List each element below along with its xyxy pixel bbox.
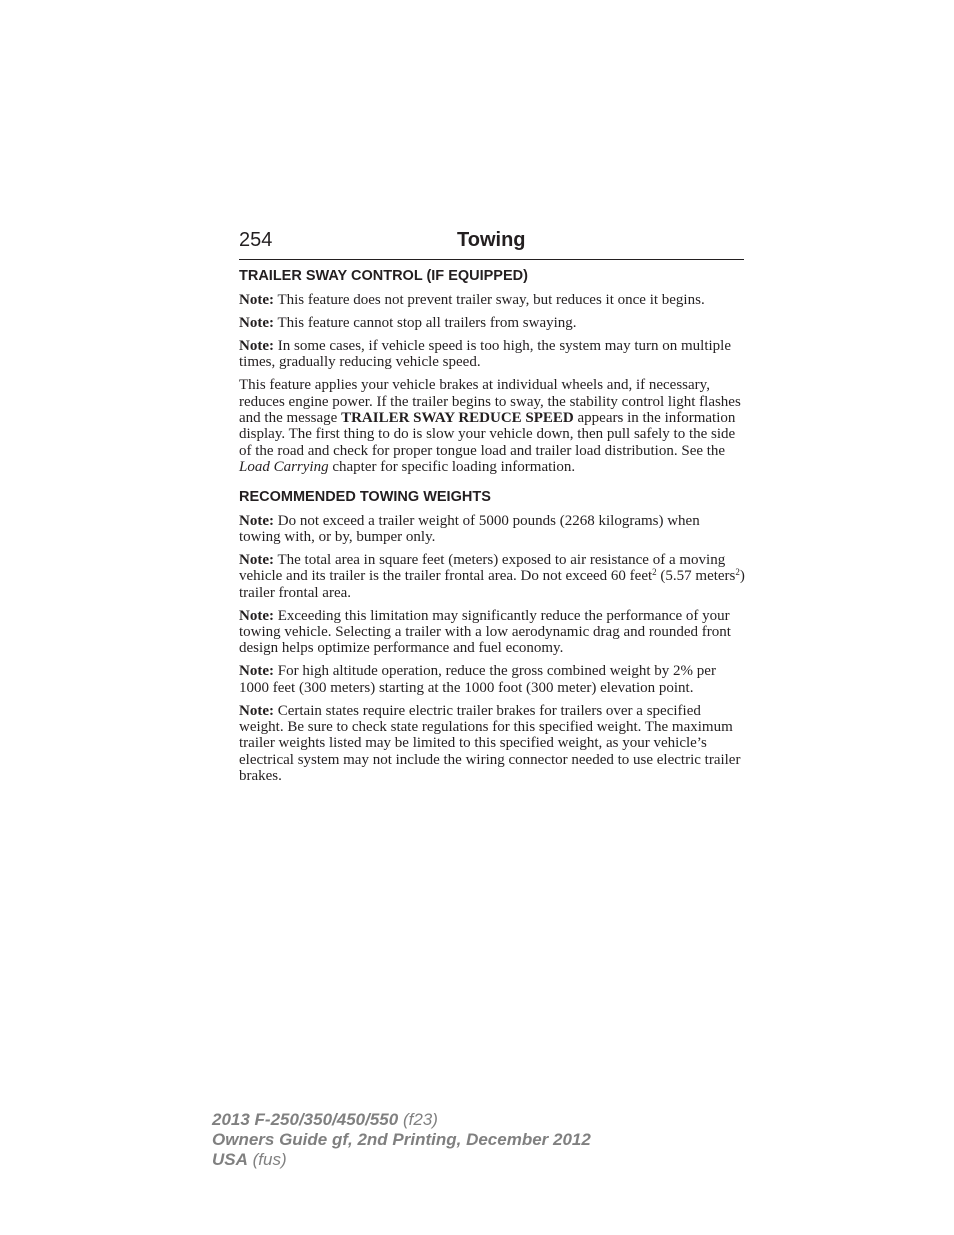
chapter-title: Towing bbox=[457, 229, 526, 251]
superscript: 2 bbox=[652, 567, 657, 578]
note-text: Exceeding this limitation may significantly reduce the performance of your towing vehicle. Selecting a trailer with a low aerodynamic drag and rounded front design helps optimize performance and fuel economy. bbox=[239, 607, 731, 657]
note-text: Do not exceed a trailer weight of 5000 pounds (2268 kilograms) when towing with, or by, bumper only. bbox=[239, 512, 700, 545]
note-text: The total area in square feet (meters) exposed to air resistance of a moving vehicle and its trailer is the trailer frontal area. Do not exceed 60 feet bbox=[239, 551, 726, 585]
note-label: Note: bbox=[239, 551, 274, 568]
section-title-towing-weights: RECOMMENDED TOWING WEIGHTS bbox=[239, 488, 491, 505]
note-label: Note: bbox=[239, 292, 274, 308]
display-message: TRAILER SWAY REDUCE SPEED bbox=[341, 409, 574, 426]
note-paragraph bbox=[239, 513, 745, 546]
note-paragraph bbox=[239, 663, 745, 696]
note-paragraph bbox=[239, 338, 745, 371]
note-label: Note: bbox=[239, 512, 274, 529]
note-text: In some cases, if vehicle speed is too high, the system may turn on multiple times, gradually reducing vehicle speed. bbox=[239, 337, 731, 371]
page-footer bbox=[212, 1110, 591, 1170]
note-text: Certain states require electric trailer brakes for trailers over a specified weight. Be sure to check state regulations for this specified weight. The maximum trailer weights listed may be limited to this specified weight, as your vehicle’s electrical system may not include the wiring connector needed to use electric trailer brakes. bbox=[239, 702, 741, 785]
note-label: Note: bbox=[239, 663, 274, 680]
chapter-reference: Load Carrying bbox=[239, 459, 329, 476]
note-label: Note: bbox=[239, 337, 274, 354]
superscript: 2 bbox=[735, 567, 740, 578]
section-title-trailer-sway: TRAILER SWAY CONTROL (IF EQUIPPED) bbox=[239, 268, 528, 284]
note-text: (5.57 meters bbox=[656, 568, 736, 585]
note-label: Note: bbox=[239, 702, 274, 719]
note-text: This feature does not prevent trailer sway, but reduces it once it begins. bbox=[277, 292, 705, 308]
note-paragraph bbox=[239, 703, 745, 785]
page-header bbox=[239, 228, 744, 260]
footer-model: 2013 F-250/350/450/550 bbox=[212, 1110, 399, 1129]
note-label: Note: bbox=[239, 607, 274, 624]
note-paragraph bbox=[239, 552, 745, 601]
footer-model-code: (f23) bbox=[398, 1110, 438, 1129]
footer-model-line bbox=[212, 1110, 591, 1130]
body-text: appears in the information display. The first thing to do is slow your vehicle down, then pull safely to the side of the road and check for proper tongue load and trailer load distribution. See the bbox=[239, 409, 736, 459]
page-content bbox=[239, 267, 745, 791]
footer-market: USA bbox=[212, 1150, 248, 1169]
body-paragraph bbox=[239, 377, 745, 475]
body-text: This feature applies your vehicle brakes at individual wheels and, if necessary, reduces engine power. If the trailer begins to sway, the stability control light flashes and the message bbox=[239, 377, 741, 426]
note-text: For high altitude operation, reduce the gross combined weight by 2% per 1000 feet (300 meters) starting at the 1000 foot (300 meter) elevation point. bbox=[239, 663, 716, 696]
note-paragraph bbox=[239, 292, 745, 308]
note-paragraph bbox=[239, 315, 745, 331]
footer-printing-line bbox=[212, 1130, 591, 1150]
footer-market-line bbox=[212, 1150, 591, 1170]
body-text: chapter for specific loading information. bbox=[328, 459, 576, 476]
page-number: 254 bbox=[239, 229, 273, 251]
note-text: ) trailer frontal area. bbox=[239, 568, 745, 601]
footer-printing: Owners Guide gf, 2nd Printing, December 2012 bbox=[212, 1130, 591, 1149]
note-label: Note: bbox=[239, 314, 274, 331]
note-paragraph bbox=[239, 608, 745, 657]
note-text: This feature cannot stop all trailers from swaying. bbox=[277, 314, 577, 331]
footer-market-code: (fus) bbox=[247, 1150, 287, 1169]
